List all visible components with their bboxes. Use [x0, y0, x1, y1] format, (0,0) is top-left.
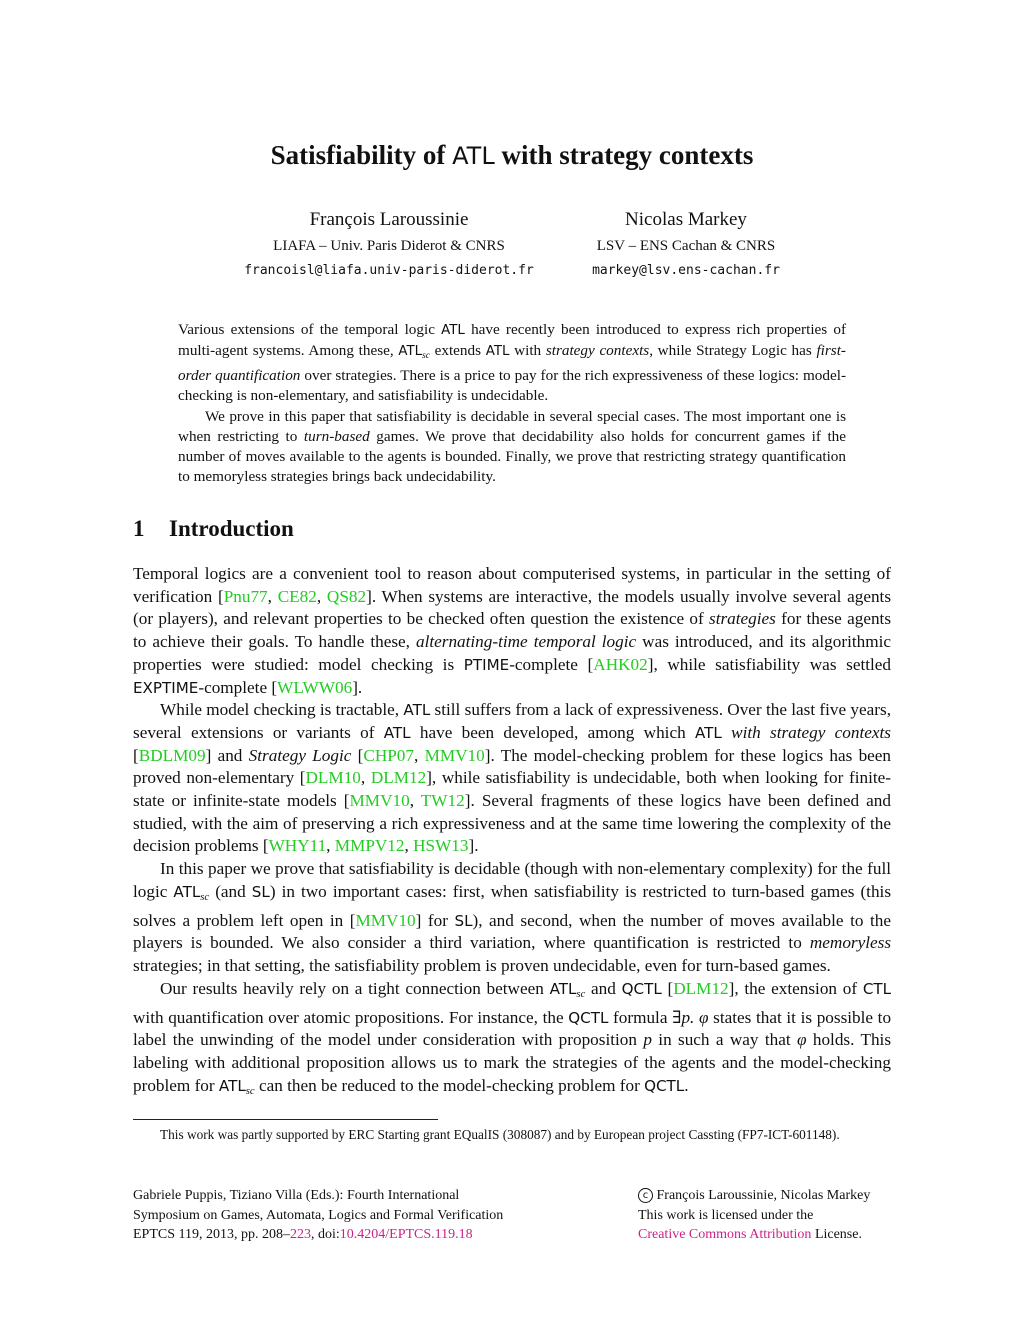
citation-link[interactable]: DLM12 [673, 978, 729, 998]
citation-link[interactable]: WHY11 [268, 836, 327, 856]
author-name: François Laroussinie [309, 209, 469, 230]
author-email: francoisl@liafa.univ-paris-diderot.fr [244, 263, 534, 278]
citation-link[interactable]: AHK02 [593, 654, 648, 674]
body-paragraph: In this paper we prove that satisfiability is decidable (though with non-elementary complexity) for the full logic $ATL_{sc}$ (and SL) in two important cases: first, when satisfiability is restricted to turn-based games (this solves a problem left open in [MMV10] for SL), and second, when the number of moves available to the players is bounded. We also consider a third variation, where quantification is restricted to memoryless strategies; in that setting, the satisfiability problem is proven undecidable, even for turn-based games. [133, 859, 892, 976]
footnote-rule [133, 1119, 438, 1120]
body-paragraph: Our results heavily rely on a tight connection between $ATL_{sc}$ and QCTL [DLM12], the extension of CTL with quantification over atomic propositions. For instance, the QCTL formula ∃p. φ states that it is possible to label the unwinding of the model under consideration with proposition p in such a way that φ holds. This labeling with additional proposition allows us to mark the strategies of the agents and the model-checking problem for $ATL_{sc}$ can then be reduced to the model-checking problem for QCTL. [133, 978, 892, 1098]
citation-link[interactable]: CE82 [277, 586, 317, 606]
license-info: c François Laroussinie, Nicolas Markey This work is licensed under the Creative Commons Attribution License. [638, 1188, 871, 1242]
body-paragraph: Temporal logics are a convenient tool to reason about computerised systems, in particular in the setting of verification [Pnu77, CE82, QS82]. When systems are interactive, the models usually involve several agents (or players), and relevant properties to be checked often question the existence of strategies for these agents to achieve their goals. To handle these, alternating-time temporal logic was introduced, and its algorithmic properties were studied: model checking is PTIME-complete [AHK02], while satisfiability was settled EXPTIME-complete [WLWW06]. [133, 564, 892, 697]
math-formula: ∃p. φ [672, 1007, 709, 1027]
citation-link[interactable]: DLM12 [370, 768, 427, 788]
citation-link[interactable]: QS82 [326, 586, 367, 606]
paper-title: Satisfiability of ATL with strategy contexts [270, 140, 754, 170]
author-2 [496, 208, 876, 282]
citation-link[interactable]: HSW13 [413, 836, 469, 856]
section-body [133, 563, 891, 1104]
last-page-link[interactable]: 223 [290, 1227, 311, 1242]
citation-link[interactable]: WLWW06 [277, 677, 353, 697]
citation-link[interactable]: MMV10 [424, 745, 485, 765]
citation-link[interactable]: MMV10 [349, 791, 410, 811]
author-affiliation: LIAFA – Univ. Paris Diderot & CNRS [273, 238, 505, 254]
author-email: markey@lsv.ens-cachan.fr [592, 263, 780, 278]
citation-link[interactable]: DLM10 [305, 768, 361, 788]
author-affiliation: LSV – ENS Cachan & CNRS [596, 238, 776, 254]
section-heading: 1 Introduction [133, 516, 294, 541]
abstract-paragraph: Various extensions of the temporal logic ATL have recently been introduced to express rich properties of multi-agent systems. Among these, $ATL_{sc}$ extends ATL with strategy contexts, while Strategy Logic has first-order quantification over strategies. There is a price to pay for the rich expressiveness of these logics: model-checking is non-elementary, and satisfiability is undecidable. [178, 321, 847, 405]
author-name: Nicolas Markey [625, 209, 747, 230]
citation-link[interactable]: MMV10 [355, 910, 416, 930]
citation-link[interactable]: MMPV12 [334, 836, 405, 856]
publication-info: Gabriele Puppis, Tiziano Villa (Eds.): Fourth International Symposium on Games, Automata, Logics and Formal Verification EPTCS 119, 2013, pp. 208–223, doi:10.4204/EPTCS.119.18 [133, 1188, 504, 1242]
license-link[interactable]: Creative Commons Attribution [638, 1227, 812, 1242]
citation-link[interactable]: CHP07 [363, 745, 414, 765]
citation-link[interactable]: BDLM09 [138, 745, 206, 765]
copyright-icon: c [638, 1188, 653, 1203]
body-paragraph: While model checking is tractable, ATL still suffers from a lack of expressiveness. Over the last five years, several extensions or variants of ATL have been developed, among which ATL with strategy contexts [BDLM09] and Strategy Logic [CHP07, MMV10]. The model-checking problem for these logics has been proved non-elementary [DLM10, DLM12], while satisfiability is undecidable, both when looking for finite-state or infinite-state models [MMV10, TW12]. Several fragments of these logics have been defined and studied, with the aim of preserving a rich expressiveness and at the same time lowering the complexity of the decision problems [WHY11, MMPV12, HSW13]. [133, 700, 892, 856]
abstract [178, 320, 846, 487]
citation-link[interactable]: Pnu77 [223, 586, 268, 606]
doi-link[interactable]: 10.4204/EPTCS.119.18 [339, 1227, 473, 1242]
citation-link[interactable]: TW12 [420, 791, 465, 811]
abstract-paragraph: We prove in this paper that satisfiability is decidable in several special cases. The most important one is when restricting to turn-based games. We prove that decidability also holds for concurrent games if the number of moves available to the agents is bounded. Finally, we prove that restricting strategy quantification to memoryless strategies brings back undecidability. [178, 407, 847, 486]
footnote: This work was partly supported by ERC Starting grant EQualIS (308087) and by European project Cassting (FP7-ICT-601148). [160, 1127, 840, 1142]
